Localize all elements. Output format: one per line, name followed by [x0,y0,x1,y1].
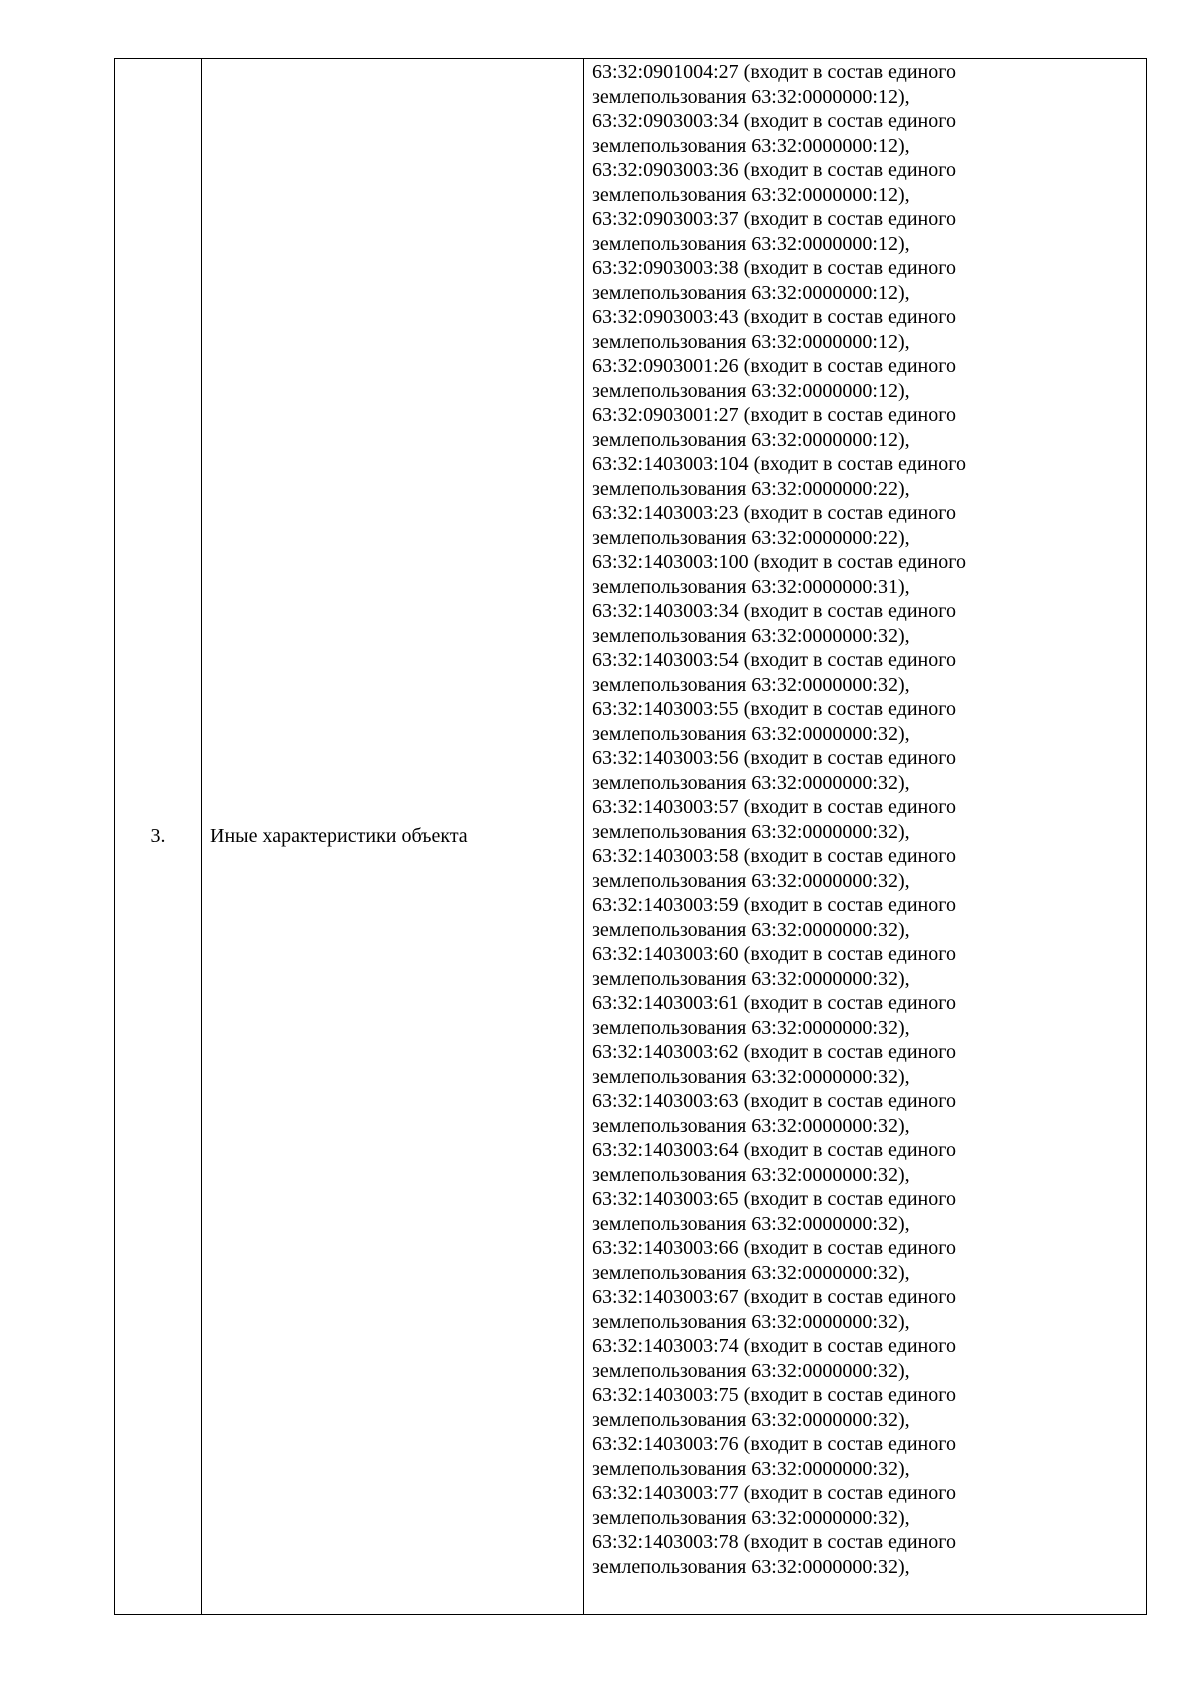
value-line: 63:32:1403003:100 (входит в состав единого [592,551,966,573]
value-line: 63:32:1403003:60 (входит в состав единого [592,943,956,965]
value-line: землепользования 63:32:0000000:32), [592,1555,910,1578]
value-lines [592,60,1146,1579]
value-line: 63:32:1403003:64 (входит в состав единого [592,1139,956,1161]
value-line: землепользования 63:32:0000000:12), [592,85,910,108]
value-line: землепользования 63:32:0000000:32), [592,967,910,990]
value-line: 63:32:1403003:55 (входит в состав единого [592,698,956,720]
value-line: землепользования 63:32:0000000:32), [592,918,910,941]
value-line: землепользования 63:32:0000000:12), [592,183,910,206]
value-line: землепользования 63:32:0000000:12), [592,428,910,451]
value-line: 63:32:1403003:74 (входит в состав единого [592,1335,956,1357]
table-row [115,59,1147,1615]
row-name-cell: Иные характеристики объекта [202,59,584,1615]
value-line: землепользования 63:32:0000000:12), [592,281,910,304]
value-line: землепользования 63:32:0000000:32), [592,1457,910,1480]
value-line: землепользования 63:32:0000000:32), [592,1163,910,1186]
value-line: 63:32:1403003:58 (входит в состав единого [592,845,956,867]
value-line: 63:32:1403003:78 (входит в состав единого [592,1531,956,1553]
value-line: 63:32:1403003:63 (входит в состав единого [592,1090,956,1112]
value-line: 63:32:1403003:65 (входит в состав единого [592,1188,956,1210]
value-line: землепользования 63:32:0000000:32), [592,1212,910,1235]
value-line: 63:32:0903003:37 (входит в состав единого [592,208,956,230]
value-line: землепользования 63:32:0000000:32), [592,1408,910,1431]
value-line: 63:32:1403003:76 (входит в состав единого [592,1433,956,1455]
value-line: землепользования 63:32:0000000:32), [592,1359,910,1382]
value-line: землепользования 63:32:0000000:32), [592,1016,910,1039]
value-line: землепользования 63:32:0000000:32), [592,1506,910,1529]
value-line: 63:32:0903003:38 (входит в состав единого [592,257,956,279]
value-line: 63:32:1403003:54 (входит в состав единого [592,649,956,671]
value-line: землепользования 63:32:0000000:12), [592,379,910,402]
row-value-cell [584,59,1147,1615]
value-line: землепользования 63:32:0000000:12), [592,232,910,255]
value-line: 63:32:0903001:27 (входит в состав единого [592,404,956,426]
value-line: 63:32:1403003:61 (входит в состав единого [592,992,956,1014]
value-line: 63:32:0901004:27 (входит в состав единого [592,61,956,83]
value-line: 63:32:1403003:77 (входит в состав единого [592,1482,956,1504]
value-line: землепользования 63:32:0000000:32), [592,820,910,843]
value-line: землепользования 63:32:0000000:32), [592,869,910,892]
value-line: 63:32:1403003:66 (входит в состав единого [592,1237,956,1259]
value-line: землепользования 63:32:0000000:12), [592,330,910,353]
value-line: землепользования 63:32:0000000:32), [592,1310,910,1333]
value-line: 63:32:1403003:23 (входит в состав единого [592,502,956,524]
value-line: 63:32:1403003:62 (входит в состав единого [592,1041,956,1063]
value-line: землепользования 63:32:0000000:32), [592,1114,910,1137]
value-line: 63:32:0903003:43 (входит в состав единого [592,306,956,328]
value-line: 63:32:1403003:104 (входит в состав единого [592,453,966,475]
value-line: землепользования 63:32:0000000:32), [592,1065,910,1088]
characteristics-table [114,58,1147,1615]
value-line: 63:32:1403003:59 (входит в состав единого [592,894,956,916]
row-number-cell: 3. [115,59,202,1615]
value-line: землепользования 63:32:0000000:32), [592,722,910,745]
value-line: землепользования 63:32:0000000:22), [592,477,910,500]
value-line: землепользования 63:32:0000000:22), [592,526,910,549]
value-line: 63:32:1403003:34 (входит в состав единого [592,600,956,622]
value-line: землепользования 63:32:0000000:31), [592,575,910,598]
value-line: 63:32:1403003:75 (входит в состав единого [592,1384,956,1406]
value-line: землепользования 63:32:0000000:32), [592,1261,910,1284]
value-line: землепользования 63:32:0000000:32), [592,673,910,696]
value-line: землепользования 63:32:0000000:12), [592,134,910,157]
value-line: 63:32:0903003:36 (входит в состав единого [592,159,956,181]
value-line: 63:32:1403003:57 (входит в состав единого [592,796,956,818]
value-line: 63:32:0903001:26 (входит в состав единого [592,355,956,377]
value-line: землепользования 63:32:0000000:32), [592,771,910,794]
value-line: землепользования 63:32:0000000:32), [592,624,910,647]
value-line: 63:32:1403003:56 (входит в состав единого [592,747,956,769]
value-line: 63:32:1403003:67 (входит в состав единого [592,1286,956,1308]
value-line: 63:32:0903003:34 (входит в состав единого [592,110,956,132]
